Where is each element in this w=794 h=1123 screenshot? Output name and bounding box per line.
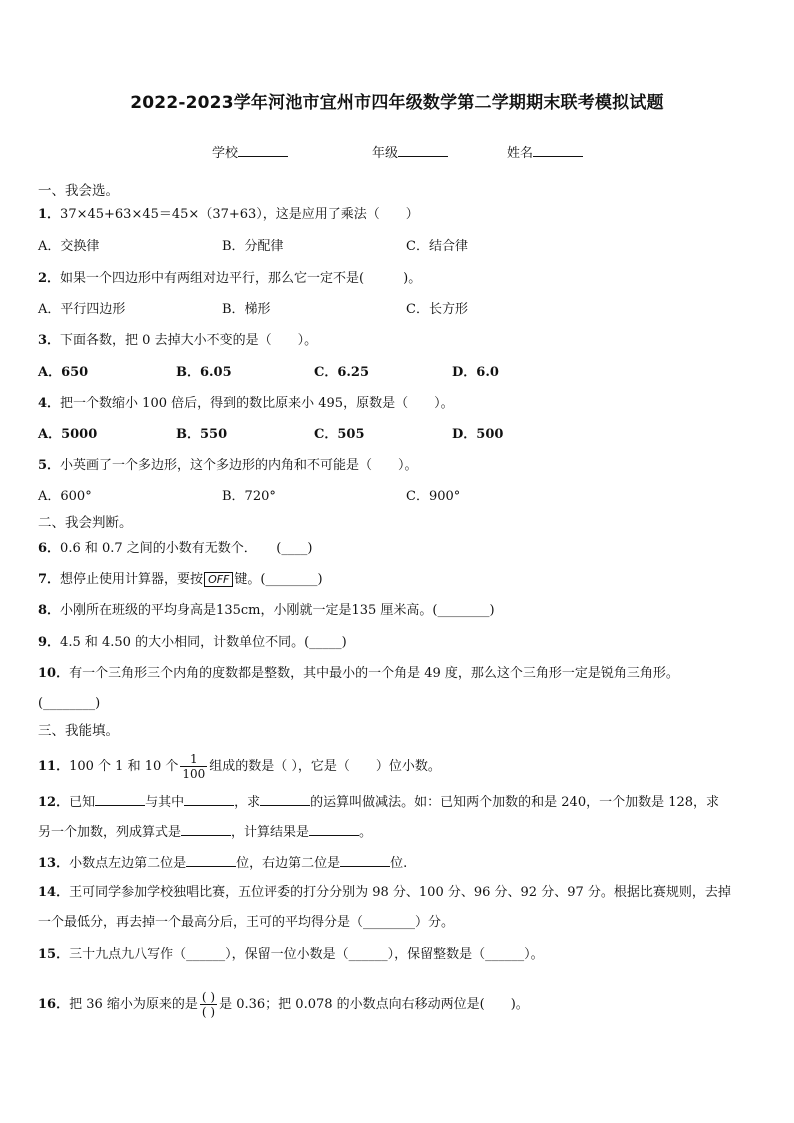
grade-field bbox=[372, 142, 448, 161]
q1-option-a[interactable]: A．交换律 bbox=[38, 239, 100, 254]
question-number: 16． bbox=[38, 997, 70, 1012]
fraction-blank[interactable] bbox=[200, 990, 217, 1019]
question-text: 小刚所在班级的平均身高是135cm，小刚就一定是135 厘米高。(________) bbox=[60, 603, 495, 618]
question-text-part: ，计算结果是 bbox=[231, 825, 310, 840]
question-number: 8． bbox=[38, 603, 61, 618]
answer-blank[interactable] bbox=[340, 853, 390, 867]
question-number: 3． bbox=[38, 333, 61, 348]
question-number: 6． bbox=[38, 541, 61, 556]
question-5 bbox=[38, 457, 418, 475]
question-number: 14． bbox=[38, 885, 70, 900]
school-label: 学校 bbox=[212, 146, 239, 161]
grade-label: 年级 bbox=[372, 146, 399, 161]
question-text: 如果一个四边形中有两组对边平行，那么它一定不是( )。 bbox=[60, 271, 422, 286]
school-field bbox=[212, 142, 288, 161]
question-text-part: 。 bbox=[359, 825, 373, 840]
q3-option-c[interactable]: C．6.25 bbox=[314, 365, 370, 380]
question-3 bbox=[38, 332, 317, 350]
question-15 bbox=[38, 946, 544, 964]
off-key-icon: OFF bbox=[204, 572, 233, 587]
name-label: 姓名 bbox=[507, 146, 534, 161]
question-text-part: 小数点左边第二位是 bbox=[69, 856, 187, 871]
question-7 bbox=[38, 571, 323, 589]
answer-blank[interactable] bbox=[184, 792, 234, 806]
name-field bbox=[507, 142, 583, 161]
fraction-denominator: ( ) bbox=[201, 1005, 216, 1019]
question-8 bbox=[38, 602, 495, 620]
answer-blank[interactable] bbox=[309, 822, 359, 836]
question-number: 12． bbox=[38, 795, 70, 810]
question-number: 5． bbox=[38, 458, 61, 473]
question-14-cont: 一个最低分，再去掉一个最高分后，王可的平均得分是（________）分。 bbox=[38, 915, 455, 930]
section-judge: 二、我会判断。 bbox=[38, 515, 133, 531]
question-text-part: 已知 bbox=[69, 795, 96, 810]
question-number: 13． bbox=[38, 856, 70, 871]
q3-option-a[interactable]: A．650 bbox=[38, 365, 89, 380]
question-text: 王可同学参加学校独唱比赛，五位评委的打分分别为 98 分、100 分、96 分、92 分、97 分。根据比赛规则，去掉 bbox=[69, 885, 731, 900]
q5-option-a[interactable]: A．600° bbox=[38, 489, 92, 504]
answer-blank[interactable] bbox=[186, 853, 236, 867]
question-text-part: 位，右边第二位是 bbox=[236, 856, 341, 871]
q4-option-a[interactable]: A．5000 bbox=[38, 427, 98, 442]
q1-option-b[interactable]: B．分配律 bbox=[222, 239, 284, 254]
question-12-cont bbox=[38, 822, 372, 842]
answer-blank[interactable] bbox=[260, 792, 310, 806]
question-14 bbox=[38, 884, 731, 902]
q4-option-d[interactable]: D．500 bbox=[452, 427, 504, 442]
fraction-denominator: 100 bbox=[182, 767, 206, 781]
question-text: 有一个三角形三个内角的度数都是整数，其中最小的一个角是 49 度，那么这个三角形一定是锐角三角形。 bbox=[69, 666, 679, 681]
section-choose: 一、我会选。 bbox=[38, 183, 119, 199]
question-text-post: 组成的数是（ ），它是（ ）位小数。 bbox=[209, 759, 441, 774]
question-number: 15． bbox=[38, 947, 70, 962]
q4-option-c[interactable]: C．505 bbox=[314, 427, 365, 442]
question-number: 9． bbox=[38, 635, 61, 650]
q3-option-d[interactable]: D．6.0 bbox=[452, 365, 499, 380]
question-text: 0.6 和 0.7 之间的小数有无数个． (____) bbox=[60, 541, 313, 556]
question-text: 把一个数缩小 100 倍后，得到的数比原来小 495，原数是（ ）。 bbox=[60, 396, 454, 411]
question-9 bbox=[38, 634, 347, 652]
question-12 bbox=[38, 792, 719, 812]
question-number: 2． bbox=[38, 271, 61, 286]
question-10 bbox=[38, 665, 679, 683]
q2-option-c[interactable]: C．长方形 bbox=[406, 302, 468, 317]
question-11 bbox=[38, 752, 441, 781]
question-text: 下面各数，把 0 去掉大小不变的是（ ）。 bbox=[60, 333, 318, 348]
question-text-part: 的运算叫做减法。如：已知两个加数的和是 240，一个加数是 128，求 bbox=[310, 795, 720, 810]
question-text-pre: 100 个 1 和 10 个 bbox=[69, 759, 179, 774]
q1-option-c[interactable]: C．结合律 bbox=[406, 239, 468, 254]
question-text: 4.5 和 4.50 的大小相同，计数单位不同。(_____) bbox=[60, 635, 347, 650]
question-text-part: ，求 bbox=[234, 795, 261, 810]
question-4 bbox=[38, 395, 454, 413]
question-1 bbox=[38, 206, 419, 224]
q5-option-c[interactable]: C．900° bbox=[406, 489, 461, 504]
q4-option-b[interactable]: B．550 bbox=[176, 427, 228, 442]
question-13 bbox=[38, 853, 407, 873]
question-text: 37×45+63×45＝45×（37+63），这是应用了乘法（ ） bbox=[60, 207, 419, 222]
question-number: 1． bbox=[38, 207, 61, 222]
question-6 bbox=[38, 540, 312, 558]
q2-option-a[interactable]: A．平行四边形 bbox=[38, 302, 126, 317]
question-text: 三十九点九八写作（______），保留一位小数是（______），保留整数是（______）。 bbox=[69, 947, 544, 962]
q2-option-b[interactable]: B．梯形 bbox=[222, 302, 271, 317]
fraction-numerator: 1 bbox=[190, 752, 198, 766]
question-number: 7． bbox=[38, 572, 61, 587]
question-text: 小英画了一个多边形，这个多边形的内角和不可能是（ ）。 bbox=[60, 458, 418, 473]
section-fill: 三、我能填。 bbox=[38, 723, 119, 739]
school-blank[interactable] bbox=[238, 144, 288, 157]
fraction-one-hundredth bbox=[180, 752, 207, 781]
question-text-post: 键。(________) bbox=[234, 572, 323, 587]
question-text-part: 与其中 bbox=[145, 795, 185, 810]
page-title: 2022-2023学年河池市宜州市四年级数学第二学期期末联考模拟试题 bbox=[130, 93, 664, 113]
question-number: 10． bbox=[38, 666, 70, 681]
q5-option-b[interactable]: B．720° bbox=[222, 489, 276, 504]
question-text-post: 是 0.36；把 0.078 的小数点向右移动两位是( )。 bbox=[219, 997, 529, 1012]
grade-blank[interactable] bbox=[398, 144, 448, 157]
q3-option-b[interactable]: B．6.05 bbox=[176, 365, 232, 380]
question-text-part: 位. bbox=[390, 856, 408, 871]
question-2 bbox=[38, 270, 421, 288]
question-text-pre: 想停止使用计算器，要按 bbox=[60, 572, 204, 587]
question-10-answer[interactable]: (________) bbox=[38, 696, 101, 711]
answer-blank[interactable] bbox=[181, 822, 231, 836]
name-blank[interactable] bbox=[533, 144, 583, 157]
question-text-pre: 把 36 缩小为原来的是 bbox=[69, 997, 198, 1012]
answer-blank[interactable] bbox=[95, 792, 145, 806]
question-number: 11． bbox=[38, 759, 70, 774]
question-16 bbox=[38, 990, 529, 1019]
fraction-numerator: ( ) bbox=[201, 990, 216, 1004]
question-text-part: 另一个加数，列成算式是 bbox=[38, 825, 182, 840]
question-number: 4． bbox=[38, 396, 61, 411]
